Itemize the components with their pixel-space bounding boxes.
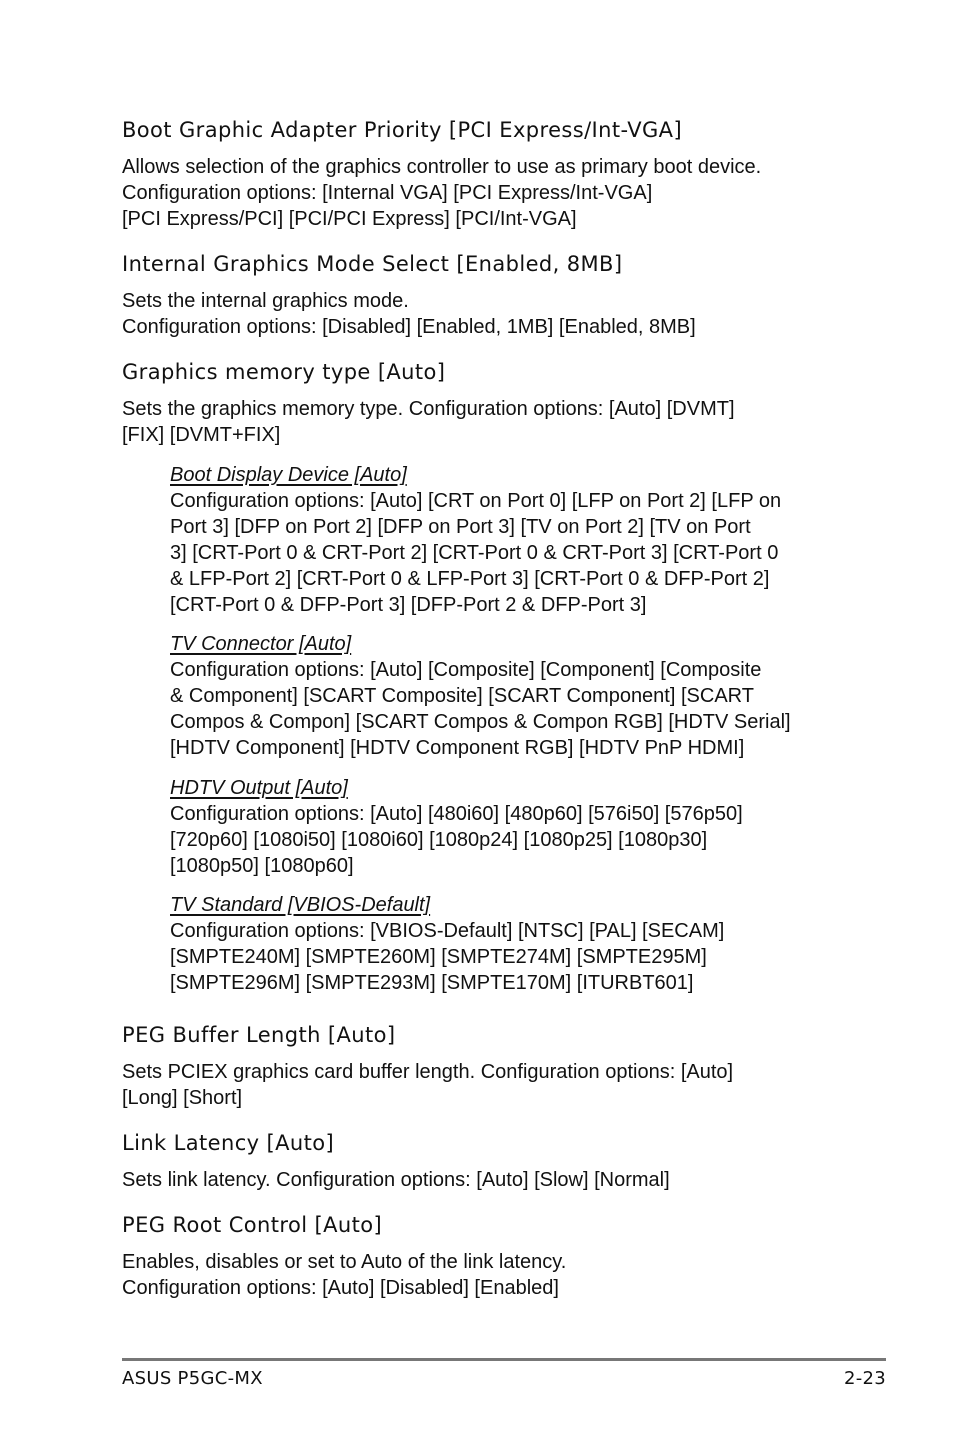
section-heading-peg-buffer: PEG Buffer Length [Auto] [122, 1023, 396, 1047]
text-line: [SMPTE296M] [SMPTE293M] [SMPTE170M] [ITURBT601] [170, 972, 694, 994]
subsection-title-boot-display: Boot Display Device [Auto] [170, 464, 407, 486]
subsection-title-hdtv-output: HDTV Output [Auto] [170, 777, 348, 799]
text-line: Configuration options: [Auto] [Disabled] [Enabled] [122, 1277, 559, 1299]
text-line: & Component] [SCART Composite] [SCART Component] [SCART [170, 685, 754, 707]
text-line: Sets the internal graphics mode. [122, 290, 409, 312]
text-line: [Long] [Short] [122, 1087, 243, 1109]
text-line: Sets link latency. Configuration options: [Auto] [Slow] [Normal] [122, 1169, 670, 1191]
text-line: [FIX] [DVMT+FIX] [122, 424, 281, 446]
section-heading-peg-root: PEG Root Control [Auto] [122, 1213, 383, 1237]
footer-product-name: ASUS P5GC-MX [122, 1368, 263, 1389]
text-line: Port 3] [DFP on Port 2] [DFP on Port 3] [TV on Port 2] [TV on Port [170, 516, 751, 538]
text-line: [720p60] [1080i50] [1080i60] [1080p24] [1080p25] [1080p30] [170, 829, 708, 851]
text-line: Compos & Compon] [SCART Compos & Compon RGB] [HDTV Serial] [170, 711, 791, 733]
subsection-title-tv-connector: TV Connector [Auto] [170, 633, 352, 655]
subsection-text-hdtv-output [170, 801, 743, 879]
text-line: Sets the graphics memory type. Configuration options: [Auto] [DVMT] [122, 398, 735, 420]
subsection-title-tv-standard: TV Standard [VBIOS-Default] [170, 894, 431, 916]
section-text-peg-buffer [122, 1059, 733, 1111]
text-line: [PCI Express/PCI] [PCI/PCI Express] [PCI/Int-VGA] [122, 208, 577, 230]
text-line: Allows selection of the graphics controller to use as primary boot device. [122, 156, 762, 178]
text-line: Configuration options: [Internal VGA] [PCI Express/Int-VGA] [122, 182, 653, 204]
text-line: 3] [CRT-Port 0 & CRT-Port 2] [CRT-Port 0 & CRT-Port 3] [CRT-Port 0 [170, 542, 779, 564]
section-heading-boot-graphic: Boot Graphic Adapter Priority [PCI Express/Int-VGA] [122, 118, 683, 142]
text-line: [HDTV Component] [HDTV Component RGB] [HDTV PnP HDMI] [170, 737, 745, 759]
footer-page-number: 2-23 [843, 1368, 886, 1389]
subsection-text-boot-display [170, 488, 781, 618]
text-line: Configuration options: [VBIOS-Default] [NTSC] [PAL] [SECAM] [170, 920, 725, 942]
text-line: Configuration options: [Auto] [480i60] [480p60] [576i50] [576p50] [170, 803, 743, 825]
text-line: & LFP-Port 2] [CRT-Port 0 & LFP-Port 3] [CRT-Port 0 & DFP-Port 2] [170, 568, 770, 590]
section-heading-internal-graphics: Internal Graphics Mode Select [Enabled, 8MB] [122, 252, 623, 276]
section-heading-link-latency: Link Latency [Auto] [122, 1131, 335, 1155]
section-text-link-latency [122, 1167, 670, 1193]
text-line: [1080p50] [1080p60] [170, 855, 354, 877]
text-line: [SMPTE240M] [SMPTE260M] [SMPTE274M] [SMPTE295M] [170, 946, 707, 968]
text-line: [CRT-Port 0 & DFP-Port 3] [DFP-Port 2 & DFP-Port 3] [170, 594, 647, 616]
text-line: Configuration options: [Disabled] [Enabled, 1MB] [Enabled, 8MB] [122, 316, 696, 338]
section-heading-graphics-memory: Graphics memory type [Auto] [122, 360, 446, 384]
section-text-graphics-memory [122, 396, 735, 448]
text-line: Enables, disables or set to Auto of the link latency. [122, 1251, 567, 1273]
text-line: Configuration options: [Auto] [Composite] [Component] [Composite [170, 659, 762, 681]
subsection-text-tv-standard [170, 918, 724, 996]
subsection-text-tv-connector [170, 657, 791, 761]
text-line: Configuration options: [Auto] [CRT on Port 0] [LFP on Port 2] [LFP on [170, 490, 782, 512]
footer-divider [122, 1358, 886, 1361]
section-text-internal-graphics [122, 288, 696, 340]
section-text-boot-graphic [122, 154, 761, 232]
section-text-peg-root [122, 1249, 566, 1301]
text-line: Sets PCIEX graphics card buffer length. Configuration options: [Auto] [122, 1061, 734, 1083]
